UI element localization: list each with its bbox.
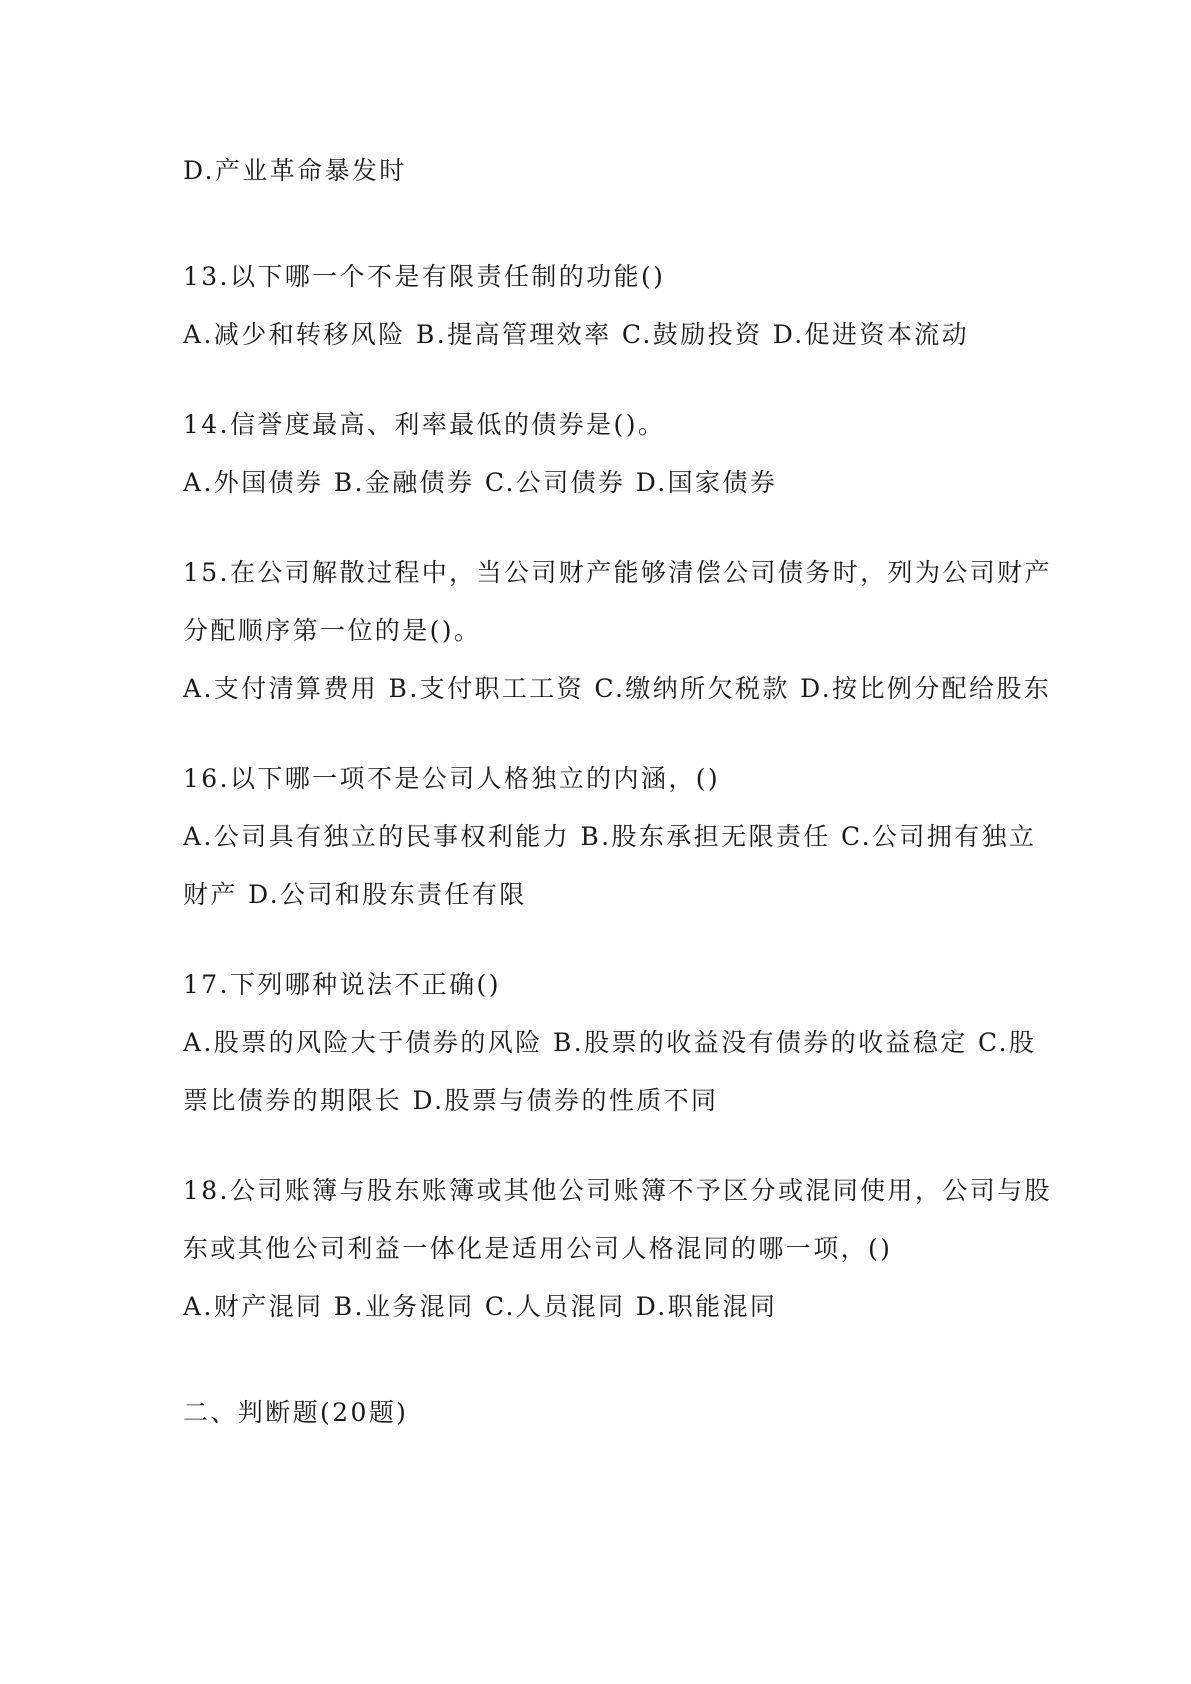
q12-option-d: D.产业革命暴发时 — [183, 156, 407, 185]
q16-question: 16.以下哪一项不是公司人格独立的内涵，() — [183, 764, 721, 793]
q15-question-line2: 分配顺序第一位的是()。 — [183, 616, 482, 645]
q16-options-line2: 财产 D.公司和股东责任有限 — [183, 880, 527, 909]
q16-options-line1: A.公司具有独立的民事权利能力 B.股东承担无限责任 C.公司拥有独立 — [183, 822, 1037, 851]
q14-options: A.外国债券 B.金融债券 C.公司债券 D.国家债券 — [183, 468, 778, 497]
q17-options-line2: 票比债券的期限长 D.股票与债券的性质不同 — [183, 1086, 719, 1115]
q17-question: 17.下列哪种说法不正确() — [183, 970, 501, 999]
q18-options: A.财产混同 B.业务混同 C.人员混同 D.职能混同 — [183, 1292, 778, 1321]
q17-options-line1: A.股票的风险大于债券的风险 B.股票的收益没有债券的收益稳定 C.股 — [183, 1028, 1037, 1057]
q15-options: A.支付清算费用 B.支付职工工资 C.缴纳所欠税款 D.按比例分配给股东 — [183, 674, 1052, 703]
q13-options: A.减少和转移风险 B.提高管理效率 C.鼓励投资 D.促进资本流动 — [183, 320, 970, 349]
q18-question-line1: 18.公司账簿与股东账簿或其他公司账簿不予区分或混同使用，公司与股 — [183, 1176, 1052, 1205]
q13-question: 13.以下哪一个不是有限责任制的功能() — [183, 262, 666, 291]
q14-question: 14.信誉度最高、利率最低的债券是()。 — [183, 410, 666, 439]
q18-question-line2: 东或其他公司利益一体化是适用公司人格混同的哪一项，() — [183, 1234, 893, 1263]
q15-question-line1: 15.在公司解散过程中，当公司财产能够清偿公司债务时，列为公司财产 — [183, 558, 1052, 587]
section-heading: 二、判断题(20题) — [183, 1398, 409, 1427]
